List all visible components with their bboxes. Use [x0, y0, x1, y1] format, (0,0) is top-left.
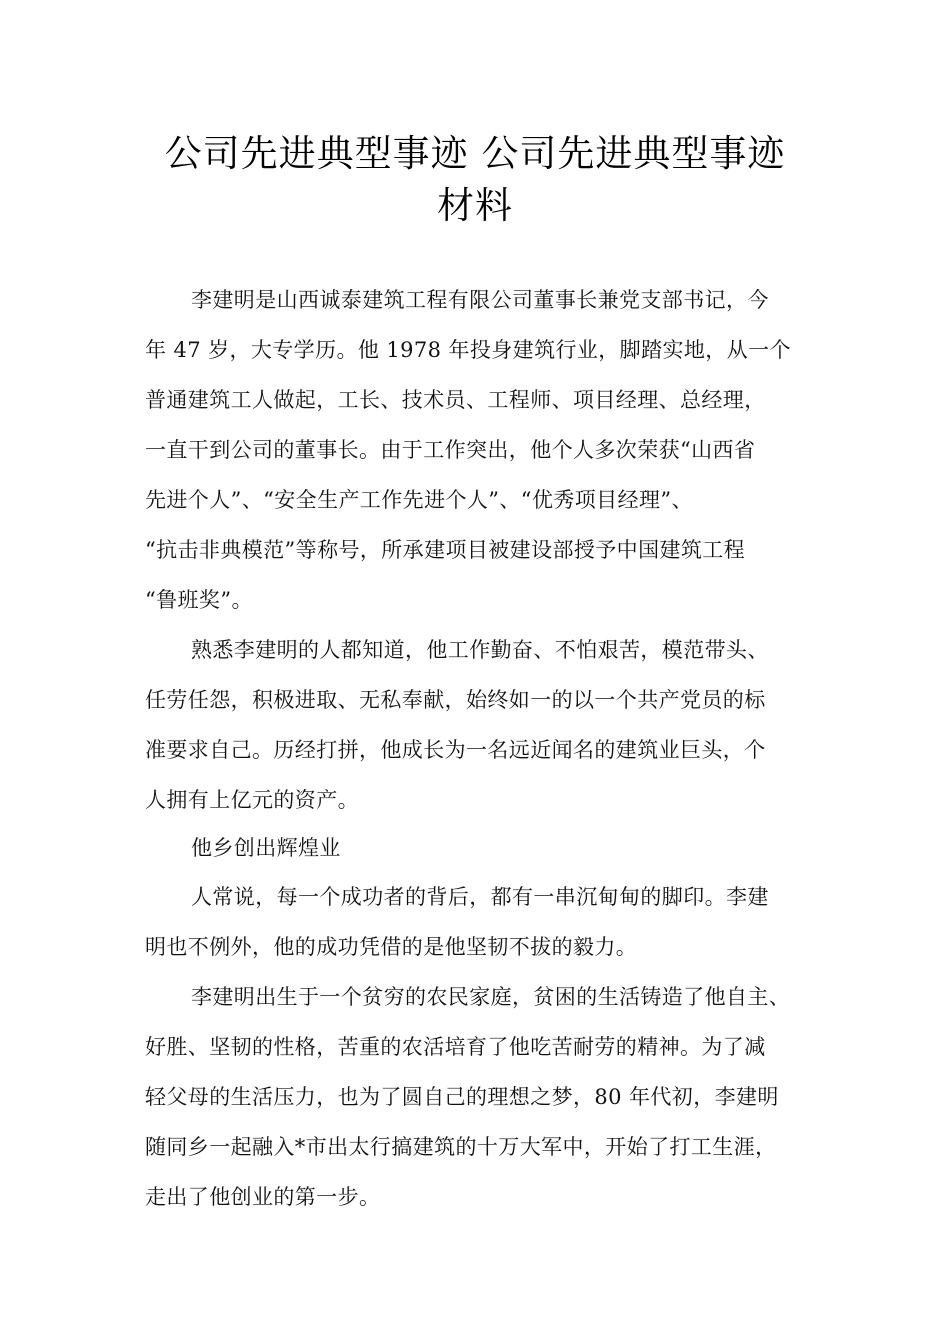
paragraph-1-line: 先进个人”、“安全生产工作先进个人”、“优秀项目经理”、: [145, 488, 693, 512]
paragraph-4-line: 轻父母的生活压力，也为了圆自己的理想之梦，80 年代初，李建明: [145, 1085, 779, 1109]
paragraph-2-line: 熟悉李建明的人都知道，他工作勤奋、不怕艰苦，模范带头、: [191, 638, 769, 662]
paragraph-3-line: 明也不例外，他的成功凭借的是他坚韧不拔的毅力。: [145, 935, 638, 959]
paragraph-2-line: 人拥有上亿元的资产。: [145, 788, 359, 812]
paragraph-4-line: 好胜、坚韧的性格，苦重的农活培育了他吃苦耐劳的精神。为了减: [145, 1035, 766, 1059]
paragraph-1-line: 一直干到公司的董事长。由于工作突出，他个人多次荣获“山西省: [145, 438, 756, 462]
paragraph-4-line: 李建明出生于一个贫穷的农民家庭，贫困的生活铸造了他自主、: [191, 985, 791, 1009]
section-heading: 他乡创出辉煌业: [191, 836, 341, 860]
paragraph-1-line: 年 47 岁，大专学历。他 1978 年投身建筑行业，脚踏实地，从一个: [145, 338, 791, 362]
paragraph-2-line: 准要求自己。历经打拼，他成长为一名远近闻名的建筑业巨头，个: [145, 738, 766, 762]
paragraph-4-line: 走出了他创业的第一步。: [145, 1185, 381, 1209]
document-title-line-1: 公司先进典型事迹 公司先进典型事迹: [164, 132, 786, 175]
paragraph-2-line: 任劳任怨，积极进取、无私奉献，始终如一的以一个共产党员的标: [145, 688, 766, 712]
document-title-line-2: 材料: [437, 184, 513, 227]
paragraph-1-line: 李建明是山西诚泰建筑工程有限公司董事长兼党支部书记，今: [191, 288, 769, 312]
paragraph-1-line: “抗击非典模范”等称号，所承建项目被建设部授予中国建筑工程: [145, 538, 746, 562]
paragraph-1-line: “鲁班奖”。: [145, 588, 253, 612]
paragraph-3-line: 人常说，每一个成功者的背后，都有一串沉甸甸的脚印。李建: [191, 885, 769, 909]
paragraph-4-line: 随同乡一起融入*市出太行搞建筑的十万大军中，开始了打工生涯，: [145, 1135, 777, 1159]
paragraph-1-line: 普通建筑工人做起，工长、技术员、工程师、项目经理、总经理，: [145, 388, 766, 412]
